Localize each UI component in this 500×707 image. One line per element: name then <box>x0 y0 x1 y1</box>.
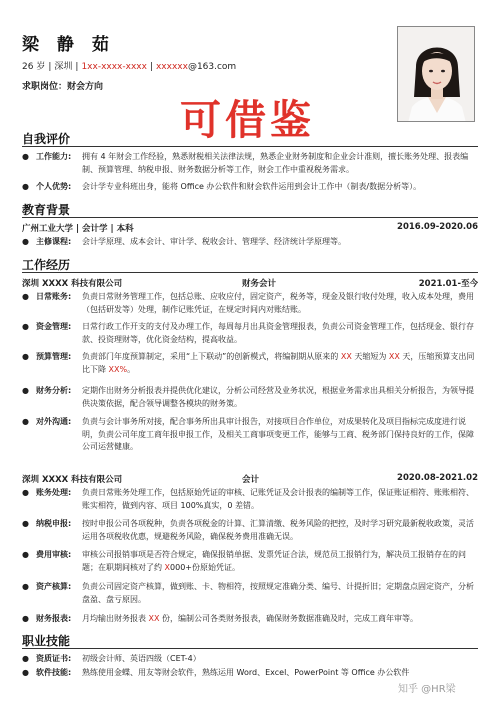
section-divider <box>22 217 478 218</box>
degree: 本科 <box>116 224 134 234</box>
item-label: 费用审核: <box>36 550 72 559</box>
item-text: 负责日常账务处理工作，包括原始凭证的审核、记账凭证及会计报表的编制等工作，保证账证相符、账账相符、账实相符，做到内容、项目 100%真实，0 差错。 <box>82 488 474 510</box>
job-dates: 2021.01-至今 <box>418 279 478 289</box>
school: 广州工业大学 <box>22 224 74 234</box>
section-title-work: 工作经历 <box>22 258 71 272</box>
list-item: ● 预算管理: 负责部门年度预算制定，采用“上下联动”的创新模式，将编制期从原来的 XX 天缩短为 XX 天，压缩预算支出同比下降 XX%。 <box>22 351 478 376</box>
item-text: 日常行政工作开支的支付及办理工作，每周每月出具资金管理报表，负责公司资金管理工作，包括现金、银行存款、投资理财等，优化资金结构，提高收益。 <box>82 322 474 344</box>
job-title: 财务会计 <box>242 279 277 289</box>
list-item: ● 工作能力: 拥有 4 年财会工作经验，熟悉财税相关法律法规，熟悉企业财务制度和企业会计准则，擅长账务处理、报表编制、预算管理、纳税申报、财务数据分析等工作，财会工作中重视税务需求。 <box>22 151 478 176</box>
item-label: 资金管理: <box>36 322 72 331</box>
item-label: 账务处理: <box>36 488 72 497</box>
item-text: 审核公司报销事项是否符合规定，确保报销单据、发票凭证合法，规范员工报销行为，解决员工报销存在的问题；在职期间核对了约 X000+份原始凭证。 <box>82 550 466 572</box>
phone: 1xx-xxxx-xxxx <box>81 62 147 72</box>
item-text: 初级会计师、英语四级（CET-4） <box>82 654 201 663</box>
section-divider <box>22 648 478 649</box>
list-item: ● 资金管理: 日常行政工作开支的支付及办理工作，每周每月出具资金管理报表，负责公司资金管理工作，包括现金、银行存款、投资理财等，优化资金结构，提高收益。 <box>22 321 478 346</box>
item-label: 工作能力: <box>36 152 72 161</box>
list-item: ● 纳税申报: 按时申报公司各项税种，负责各项税金的计算、汇算清缴、税务风险的把控，及时学习研究最新税收政策，灵活运用各项税收优惠，规避税务风险，确保税务费用准确无误。 <box>22 518 478 543</box>
item-label: 预算管理: <box>36 352 72 361</box>
section-title-skills: 职业技能 <box>22 634 71 648</box>
section-title-education: 教育背景 <box>22 203 71 217</box>
item-text: 负责与会计事务所对接，配合事务所出具审计报告，对接项目合作单位，对成果转化及项目指标完成度进行说明，负责公司年度工商年报申报工作，及相关工商事项变更工作，能够与工商、税务部门保持良好的工作，保障公司运营健康。 <box>82 417 474 451</box>
job-title: 会计 <box>242 475 260 485</box>
list-item: ● 财务报表: 月均输出财务报表 XX 份，编制公司各类财务报表，确保财务数据准确及时，完成工商年审等。 <box>22 613 478 626</box>
list-item: ● 个人优势: 会计学专业科班出身，能将 Office 办公软件和财会软件运用到会计工作中（制表/数据分析等）。 <box>22 181 478 194</box>
item-label: 主修课程: <box>36 237 72 246</box>
age: 26 岁 <box>22 62 46 72</box>
list-item: ● 对外沟通: 负责与会计事务所对接，配合事务所出具审计报告，对接项目合作单位，对成果转化及项目指标完成度进行说明，负责公司年度工商年报申报工作，及相关工商事项变更工作，能够与工商、税务部门保持良好的工作，保障公司运营健康。 <box>22 416 478 454</box>
list-item: ● 资质证书: 初级会计师、英语四级（CET-4） <box>22 653 478 666</box>
section-divider <box>22 146 478 147</box>
list-item: ● 费用审核: 审核公司报销事项是否符合规定，确保报销单据、发票凭证合法，规范员工报销行为，解决员工报销存在的问题；在职期间核对了约 X000+份原始凭证。 <box>22 549 478 574</box>
item-label: 日常账务: <box>36 292 72 301</box>
list-item: ● 资产核算: 负责公司固定资产核算，做到账、卡、物相符，按照规定准确分类、编号、计提折旧；定期盘点固定资产，分析盘盈、盘亏原因。 <box>22 581 478 606</box>
job-header <box>22 277 478 289</box>
education-header <box>22 222 478 234</box>
item-label: 个人优势: <box>36 182 72 191</box>
item-label: 软件技能: <box>36 668 72 677</box>
email-domain: @163.com <box>187 62 237 72</box>
list-item: ● 主修课程: 会计学原理、成本会计、审计学、税收会计、管理学、经济统计学原理等。 <box>22 236 478 249</box>
watermark-text: 可借鉴 <box>180 96 315 144</box>
item-label: 资产核算: <box>36 582 72 591</box>
item-label: 纳税申报: <box>36 519 72 528</box>
job-intent <box>22 79 103 92</box>
item-text: 负责日常财务管理工作，包括总账、应收应付，固定资产，税务等，现金及银行收付处理，收入成本处理，费用（包括研发等）处理，制作记账凭证，在规定时间内对账结账。 <box>82 292 474 314</box>
job-header <box>22 473 478 485</box>
major: 会计学 <box>82 224 108 234</box>
item-text: 按时申报公司各项税种，负责各项税金的计算、汇算清缴、税务风险的把控，及时学习研究最新税收政策，灵活运用各项税收优惠，规避税务风险，确保税务费用准确无误。 <box>82 519 474 541</box>
section-divider <box>22 272 478 273</box>
intent-label: 求职岗位： <box>22 82 68 92</box>
list-item: ● 软件技能: 熟练使用金蝶、用友等财会软件，熟练运用 Word、Excel、PowerPoint 等 Office 办公软件 <box>22 667 478 680</box>
item-label: 财务报表: <box>36 614 72 623</box>
item-label: 对外沟通: <box>36 417 72 426</box>
item-text: 定期作出财务分析报表并提供优化建议，分析公司经营及业务状况，根据业务需求出具相关分析报告，为领导提供决策依据，配合领导调整各模块的财务策。 <box>82 386 474 408</box>
email-prefix: xxxxxx <box>155 62 188 72</box>
school-line: 广州工业大学 | 会计学 | 本科 <box>22 224 134 234</box>
contact-line: 26 岁 | 深圳 | 1xx-xxxx-xxxx | xxxxxx@163.com <box>22 62 237 72</box>
item-text: 月均输出财务报表 XX 份，编制公司各类财务报表，确保财务数据准确及时，完成工商年审等。 <box>82 614 419 623</box>
item-label: 财务分析: <box>36 386 72 395</box>
item-text: 会计学专业科班出身，能将 Office 办公软件和财会软件运用到会计工作中（制表/数据分析等）。 <box>82 182 422 191</box>
job-dates: 2020.08-2021.02 <box>397 473 478 483</box>
edu-dates: 2016.09-2020.06 <box>397 222 478 232</box>
section-title-self-eval: 自我评价 <box>22 132 71 146</box>
item-label: 资质证书: <box>36 654 72 663</box>
item-text: 熟练使用金蝶、用友等财会软件，熟练运用 Word、Excel、PowerPoint 等 Office 办公软件 <box>82 668 410 677</box>
item-text: 负责部门年度预算制定，采用“上下联动”的创新模式，将编制期从原来的 XX 天缩短为 XX 天，压缩预算支出同比下降 XX%。 <box>82 352 475 374</box>
item-text: 拥有 4 年财会工作经验，熟悉财税相关法律法规，熟悉企业财务制度和企业会计准则，擅长账务处理、报表编制、预算管理、纳税申报、财务数据分析等工作，财会工作中重视税务需求。 <box>82 152 469 174</box>
list-item: ● 日常账务: 负责日常财务管理工作，包括总账、应收应付，固定资产，税务等，现金及银行收付处理，收入成本处理，费用（包括研发等）处理，制作记账凭证，在规定时间内对账结账。 <box>22 291 478 316</box>
company: 深圳 XXXX 科技有限公司 <box>22 279 123 289</box>
list-item: ● 财务分析: 定期作出财务分析报表并提供优化建议，分析公司经营及业务状况，根据业务需求出具相关分析报告，为领导提供决策依据，配合领导调整各模块的财务策。 <box>22 385 478 410</box>
company: 深圳 XXXX 科技有限公司 <box>22 475 123 485</box>
source-credit: 知乎 @HR梁 <box>398 684 456 695</box>
profile-photo <box>397 26 475 122</box>
intent-value: 财会方向 <box>67 82 104 92</box>
item-text: 会计学原理、成本会计、审计学、税收会计、管理学、经济统计学原理等。 <box>82 237 346 246</box>
item-text: 负责公司固定资产核算，做到账、卡、物相符，按照规定准确分类、编号、计提折旧；定期盘点固定资产，分析盘盈、盘亏原因。 <box>82 582 474 604</box>
list-item: ● 账务处理: 负责日常账务处理工作，包括原始凭证的审核、记账凭证及会计报表的编制等工作，保证账证相符、账账相符、账实相符，做到内容、项目 100%真实，0 差错。 <box>22 487 478 512</box>
candidate-name: 梁 静 茹 <box>22 35 115 55</box>
city: 深圳 <box>54 62 73 72</box>
